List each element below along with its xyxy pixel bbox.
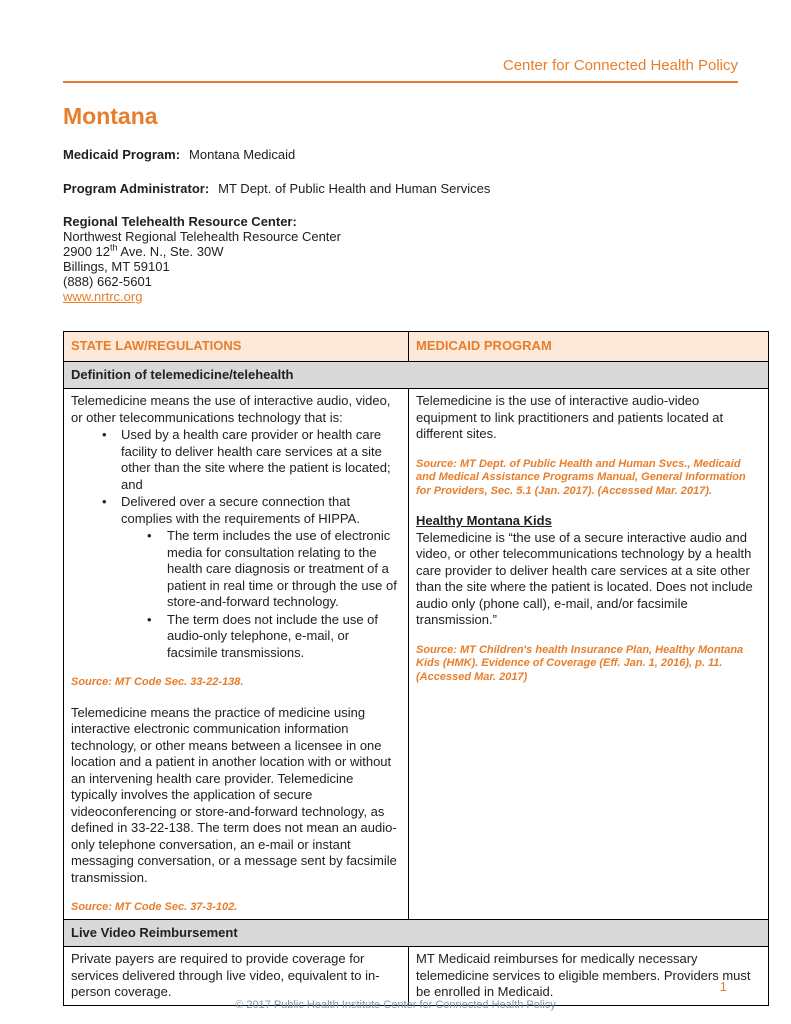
page-number: 1 (719, 979, 727, 994)
section-title-definition: Definition of telemedicine/telehealth (64, 361, 769, 389)
live-video-content-row (64, 947, 769, 1006)
medicaid-program-value: Montana Medicaid (189, 147, 296, 162)
medicaid-definition-paragraph-2: Telemedicine is “the use of a secure interactive audio and video, or other telecommunications technology by a health care provider to deliver health care services at a site other than the site where the patient is located. Does not include audio only (phone call), e-mail, and/or facsimile transmission.” (416, 529, 753, 627)
definition-content-row (64, 389, 769, 920)
org-brand-header: Center for Connected Health Policy (502, 57, 738, 74)
medicaid-definition-source-1: Source: MT Dept. of Public Health and Human Svcs., Medicaid and Medical Assistance Programs Manual, General Information for Providers, Sec. 5.1 (Jan. 2017). (Accessed Mar. 2017). (416, 457, 746, 497)
definition-medicaid-cell (409, 389, 769, 920)
state-definition-subbullet-1: • The term includes the use of electronic media for consultation relating to the health care diagnosis or treatment of a patient in real time or through the use of store-and-forward technology. (71, 528, 401, 611)
resource-center-city: Billings, MT 59101 (63, 259, 170, 274)
resource-center-block (63, 214, 738, 304)
header-divider-line (63, 81, 738, 83)
section-row-definition (64, 361, 769, 389)
medicaid-definition-paragraph-1: Telemedicine is the use of interactive audio-video equipment to link practitioners and patients located at different sites. (416, 393, 724, 441)
ordinal-suffix: th (110, 242, 118, 253)
program-administrator-value: MT Dept. of Public Health and Human Services (218, 181, 491, 196)
resource-center-name: Northwest Regional Telehealth Resource Center (63, 229, 341, 244)
resource-center-link-line (63, 289, 738, 304)
medicaid-program-label: Medicaid Program: (63, 147, 181, 162)
state-definition-source-1: Source: MT Code Sec. 33-22-138. (71, 676, 244, 688)
resource-center-address: 2900 12th Ave. N., Ste. 30W (63, 242, 224, 259)
resource-center-phone: (888) 662-5601 (63, 274, 152, 289)
section-title-live-video: Live Video Reimbursement (64, 919, 769, 947)
table-header-row (64, 332, 769, 362)
resource-center-label: Regional Telehealth Resource Center: (63, 214, 297, 229)
state-definition-bullet-1: • Used by a health care provider or health care facility to deliver health care services at a site other than the site where the patient is located; and (71, 427, 401, 493)
policy-comparison-table (63, 331, 769, 1006)
resource-center-website-link[interactable]: www.nrtrc.org (63, 289, 143, 304)
medicaid-program-line (63, 147, 738, 162)
definition-state-law-cell (64, 389, 409, 920)
state-definition-subbullet-2: • The term does not include the use of audio-only telephone, e-mail, or facsimile transmissions. (71, 612, 401, 662)
state-definition-source-2: Source: MT Code Sec. 37-3-102. (71, 901, 238, 913)
program-administrator-label: Program Administrator: (63, 181, 210, 196)
state-definition-intro: Telemedicine means the use of interactive audio, video, or other telecommunications technology that is: (71, 393, 391, 425)
healthy-montana-kids-heading: Healthy Montana Kids (416, 513, 552, 528)
column-header-medicaid-program: MEDICAID PROGRAM (409, 332, 769, 362)
live-video-medicaid-cell: MT Medicaid reimburses for medically necessary telemedicine services to eligible members. Providers must be enrolled in Medicaid. (409, 947, 769, 1006)
section-row-live-video (64, 919, 769, 947)
page-title: Montana (63, 103, 158, 129)
state-definition-paragraph-2: Telemedicine means the practice of medicine using interactive electronic communication information technology, or other means between a licensee in one location and a patient in another location with or without an intervening health care provider. Telemedicine typically involves the application of secure videoconferencing or store-and-forward technology, as defined in 33-22-138. The term does not mean an audio-only telephone conversation, an e-mail or instant messaging conversation, or a message sent by facsimile transmission. (71, 704, 397, 885)
state-definition-bullet-2: • Delivered over a secure connection that complies with the requirements of HIPPA. (71, 494, 401, 527)
medicaid-definition-source-2: Source: MT Children's health Insurance Plan, Healthy Montana Kids (HMK). Evidence of Coverage (Eff. Jan. 1, 2016), p. 11. (Accessed Mar. 2017) (416, 643, 744, 683)
live-video-state-law-cell: Private payers are required to provide coverage for services delivered through live video, equivalent to in-person coverage. (64, 947, 409, 1006)
footer-copyright: © 2017 Public Health Institute Center for Connected Health Policy (235, 999, 556, 1011)
program-administrator-line (63, 181, 738, 196)
column-header-state-law: STATE LAW/REGULATIONS (64, 332, 409, 362)
